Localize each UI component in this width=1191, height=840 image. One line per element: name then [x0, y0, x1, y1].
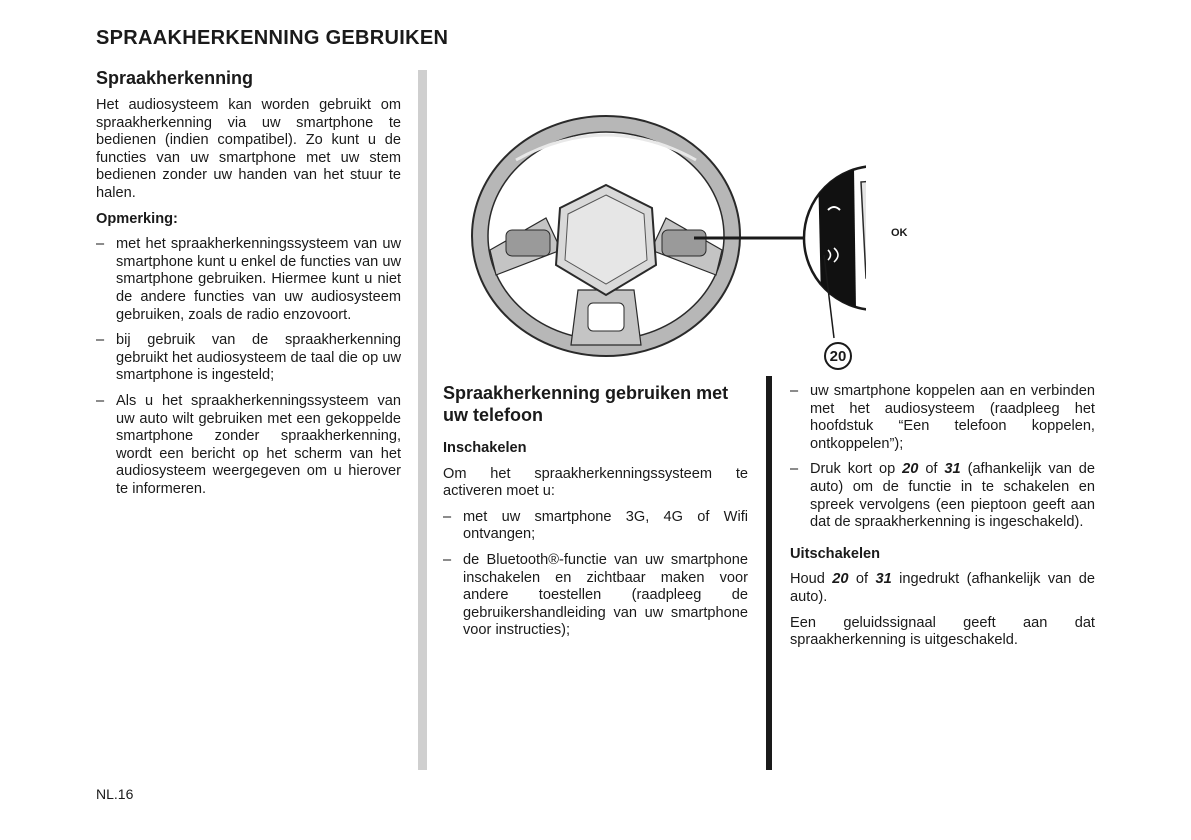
page-title: SPRAAKHERKENNING GEBRUIKEN [96, 27, 449, 49]
note-list [96, 236, 401, 498]
requirements-list [443, 509, 748, 640]
button-ref-31: 31 [944, 461, 961, 478]
list-item: – de Bluetooth®-functie van uw smartphone inschakelen en zichtbaar maken voor andere toestellen (raadpleeg de gebruikershandleiding van uw smartphone voor instructies); [443, 552, 748, 640]
intro-paragraph: Het audiosysteem kan worden gebruikt om spraakherkenning via uw smartphone te bedienen (indien compatibel). Zo kunt u de functies van uw smartphone met uw stem bedienen zonder uw handen van het stuur te halen. [96, 97, 401, 201]
column-right [790, 383, 1095, 658]
list-item: – Als u het spraakherkenningssysteem van uw auto wilt gebruiken met een gekoppelde smartphone zonder spraakherkenning, wordt een bericht op het scherm van het audiosysteem weergegeven om u hierover te informeren. [96, 393, 401, 499]
section-heading: Spraakherkenning gebruiken met uw telefoon [443, 383, 729, 425]
steering-wheel-figure [466, 100, 908, 375]
column-middle [443, 382, 748, 648]
list-item: – Druk kort op 20 of 31 (afhankelijk van de auto) om de functie in te schakelen en spreek vervolgens (een pieptoon geeft aan dat de spraakherkenning is ingeschakeld). [790, 461, 1095, 531]
subheading-inschakelen: Inschakelen [443, 440, 527, 456]
intro-paragraph: Om het spraakherkenningssysteem te activeren moet u: [443, 465, 748, 500]
list-item: – met het spraakherkenningssysteem van uw smartphone kunt u enkel de functies van uw smartphone gebruiken. Hiermee kunt u niet de andere functies van uw audiosysteem gebruiken, zoals de radio enzovoort. [96, 236, 401, 324]
section-heading: Spraakherkenning [96, 68, 254, 88]
paragraph: Houd 20 of 31 ingedrukt (afhankelijk van de auto). [790, 571, 1095, 605]
column-divider-black [766, 376, 772, 770]
button-ref-31: 31 [875, 571, 892, 588]
column-left [96, 67, 401, 506]
steering-wheel-illustration [466, 100, 866, 375]
steps-list [790, 383, 1095, 532]
callout-number: 20 [829, 347, 847, 365]
subheading-uitschakelen: Uitschakelen [790, 545, 881, 562]
column-divider-grey [418, 70, 427, 770]
paragraph: Een geluidssignaal geeft aan dat spraakherkenning is uitgeschakeld. [790, 614, 1095, 649]
button-ref-20: 20 [832, 571, 849, 588]
callout-20 [824, 342, 852, 370]
note-label: Opmerking: [96, 210, 178, 227]
button-ref-20: 20 [902, 461, 919, 478]
page-number: NL.16 [96, 786, 134, 802]
list-item: – uw smartphone koppelen aan en verbinden met het audiosysteem (raadpleeg het hoofdstuk “Een telefoon koppelen, ontkoppelen”); [790, 383, 1095, 453]
ok-button-label: OK [891, 227, 908, 239]
list-item: – met uw smartphone 3G, 4G of Wifi ontvangen; [443, 509, 748, 544]
list-item: – bij gebruik van de spraakherkenning gebruikt het audiosysteem de taal die op uw smartphone is ingesteld; [96, 332, 401, 385]
